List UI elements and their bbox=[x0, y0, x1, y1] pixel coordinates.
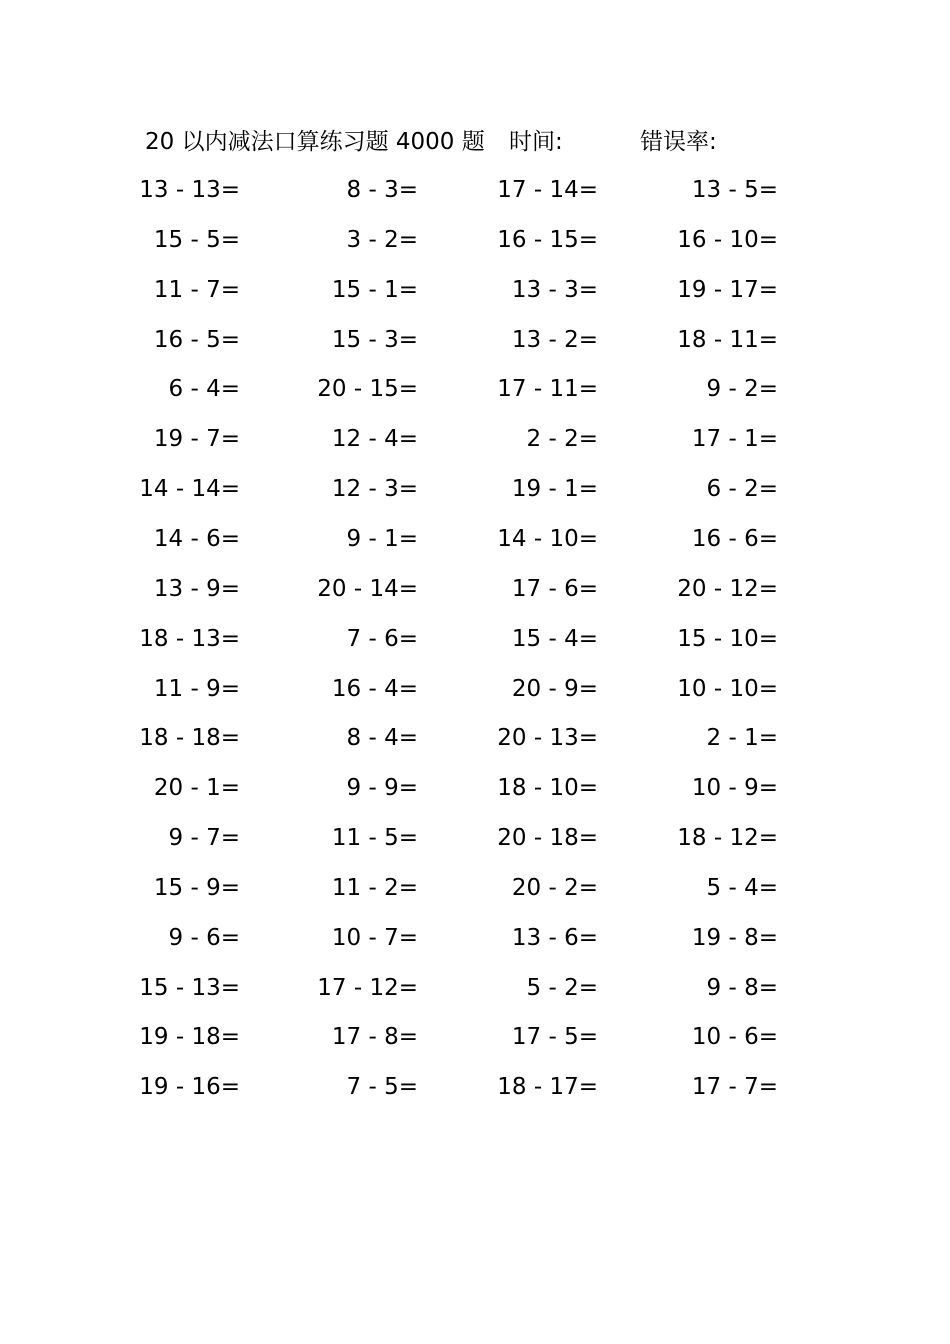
problem-r7-c1: 14 - 14= bbox=[139, 476, 240, 503]
problem-r5-c4: 9 - 2= bbox=[706, 376, 778, 403]
problem-r19-c3: 18 - 17= bbox=[497, 1074, 598, 1101]
problem-r6-c3: 2 - 2= bbox=[526, 426, 598, 453]
problem-r18-c2: 17 - 8= bbox=[331, 1024, 418, 1051]
problem-r9-c1: 13 - 9= bbox=[153, 575, 240, 602]
problem-r8-c2: 9 - 1= bbox=[346, 525, 418, 552]
problem-r14-c3: 20 - 18= bbox=[497, 825, 598, 852]
problem-r10-c4: 15 - 10= bbox=[677, 625, 778, 652]
problem-r8-c4: 16 - 6= bbox=[691, 525, 778, 552]
problem-r13-c3: 18 - 10= bbox=[497, 775, 598, 802]
problem-r15-c1: 15 - 9= bbox=[153, 874, 240, 901]
problem-r17-c3: 5 - 2= bbox=[526, 974, 598, 1001]
problem-r9-c3: 17 - 6= bbox=[511, 575, 598, 602]
problem-r6-c2: 12 - 4= bbox=[331, 426, 418, 453]
problem-r13-c4: 10 - 9= bbox=[691, 775, 778, 802]
problem-r19-c2: 7 - 5= bbox=[346, 1074, 418, 1101]
problem-r6-c1: 19 - 7= bbox=[153, 426, 240, 453]
problem-r2-c3: 16 - 15= bbox=[497, 226, 598, 253]
problem-r4-c2: 15 - 3= bbox=[331, 326, 418, 353]
problem-r2-c1: 15 - 5= bbox=[153, 226, 240, 253]
problem-r16-c1: 9 - 6= bbox=[168, 924, 240, 951]
problem-r1-c4: 13 - 5= bbox=[691, 177, 778, 203]
time-label: 时间: bbox=[509, 129, 563, 155]
problem-r13-c2: 9 - 9= bbox=[346, 775, 418, 802]
problem-r10-c1: 18 - 13= bbox=[139, 625, 240, 652]
problem-r15-c3: 20 - 2= bbox=[511, 874, 598, 901]
problem-r17-c4: 9 - 8= bbox=[706, 974, 778, 1001]
problem-r5-c3: 17 - 11= bbox=[497, 376, 598, 403]
problem-r4-c4: 18 - 11= bbox=[677, 326, 778, 353]
problem-r6-c4: 17 - 1= bbox=[691, 426, 778, 453]
problem-r11-c1: 11 - 9= bbox=[153, 675, 240, 702]
problem-r16-c3: 13 - 6= bbox=[511, 924, 598, 951]
problem-r3-c4: 19 - 17= bbox=[677, 276, 778, 303]
problem-r12-c4: 2 - 1= bbox=[706, 725, 778, 752]
problem-r13-c1: 20 - 1= bbox=[153, 775, 240, 802]
problem-r3-c3: 13 - 3= bbox=[511, 276, 598, 303]
problem-r5-c1: 6 - 4= bbox=[168, 376, 240, 403]
problem-r4-c3: 13 - 2= bbox=[511, 326, 598, 353]
problem-r15-c2: 11 - 2= bbox=[331, 874, 418, 901]
problem-r7-c2: 12 - 3= bbox=[331, 476, 418, 503]
problem-r2-c2: 3 - 2= bbox=[346, 226, 418, 253]
problem-r7-c3: 19 - 1= bbox=[511, 476, 598, 503]
problem-r19-c1: 19 - 16= bbox=[139, 1074, 240, 1101]
problem-r18-c4: 10 - 6= bbox=[691, 1024, 778, 1051]
problem-r8-c1: 14 - 6= bbox=[153, 525, 240, 552]
problem-r14-c1: 9 - 7= bbox=[168, 825, 240, 852]
problem-r17-c1: 15 - 13= bbox=[139, 974, 240, 1001]
problem-r3-c1: 11 - 7= bbox=[153, 276, 240, 303]
problem-r2-c4: 16 - 10= bbox=[677, 226, 778, 253]
problem-r1-c1: 13 - 13= bbox=[139, 177, 240, 203]
problem-r1-c3: 17 - 14= bbox=[497, 177, 598, 203]
problem-r10-c3: 15 - 4= bbox=[511, 625, 598, 652]
problem-r17-c2: 17 - 12= bbox=[317, 974, 418, 1001]
problem-r18-c1: 19 - 18= bbox=[139, 1024, 240, 1051]
problem-r15-c4: 5 - 4= bbox=[706, 874, 778, 901]
problem-r11-c4: 10 - 10= bbox=[677, 675, 778, 702]
problem-r12-c1: 18 - 18= bbox=[139, 725, 240, 752]
problem-r11-c3: 20 - 9= bbox=[511, 675, 598, 702]
error-rate-label: 错误率: bbox=[640, 129, 717, 155]
problem-r19-c4: 17 - 7= bbox=[691, 1074, 778, 1101]
problem-r4-c1: 16 - 5= bbox=[153, 326, 240, 353]
problem-r14-c4: 18 - 12= bbox=[677, 825, 778, 852]
problem-r16-c4: 19 - 8= bbox=[691, 924, 778, 951]
problem-r8-c3: 14 - 10= bbox=[497, 525, 598, 552]
worksheet-title: 20 以内减法口算练习题 4000 题 bbox=[145, 129, 485, 155]
problem-r3-c2: 15 - 1= bbox=[331, 276, 418, 303]
problem-r10-c2: 7 - 6= bbox=[346, 625, 418, 652]
problem-r12-c3: 20 - 13= bbox=[497, 725, 598, 752]
problem-r14-c2: 11 - 5= bbox=[331, 825, 418, 852]
problem-r18-c3: 17 - 5= bbox=[511, 1024, 598, 1051]
problem-r1-c2: 8 - 3= bbox=[346, 177, 418, 203]
problem-r9-c4: 20 - 12= bbox=[677, 575, 778, 602]
problem-r12-c2: 8 - 4= bbox=[346, 725, 418, 752]
problem-r5-c2: 20 - 15= bbox=[317, 376, 418, 403]
problem-r16-c2: 10 - 7= bbox=[331, 924, 418, 951]
problem-r9-c2: 20 - 14= bbox=[317, 575, 418, 602]
problem-r11-c2: 16 - 4= bbox=[331, 675, 418, 702]
problem-r7-c4: 6 - 2= bbox=[706, 476, 778, 503]
